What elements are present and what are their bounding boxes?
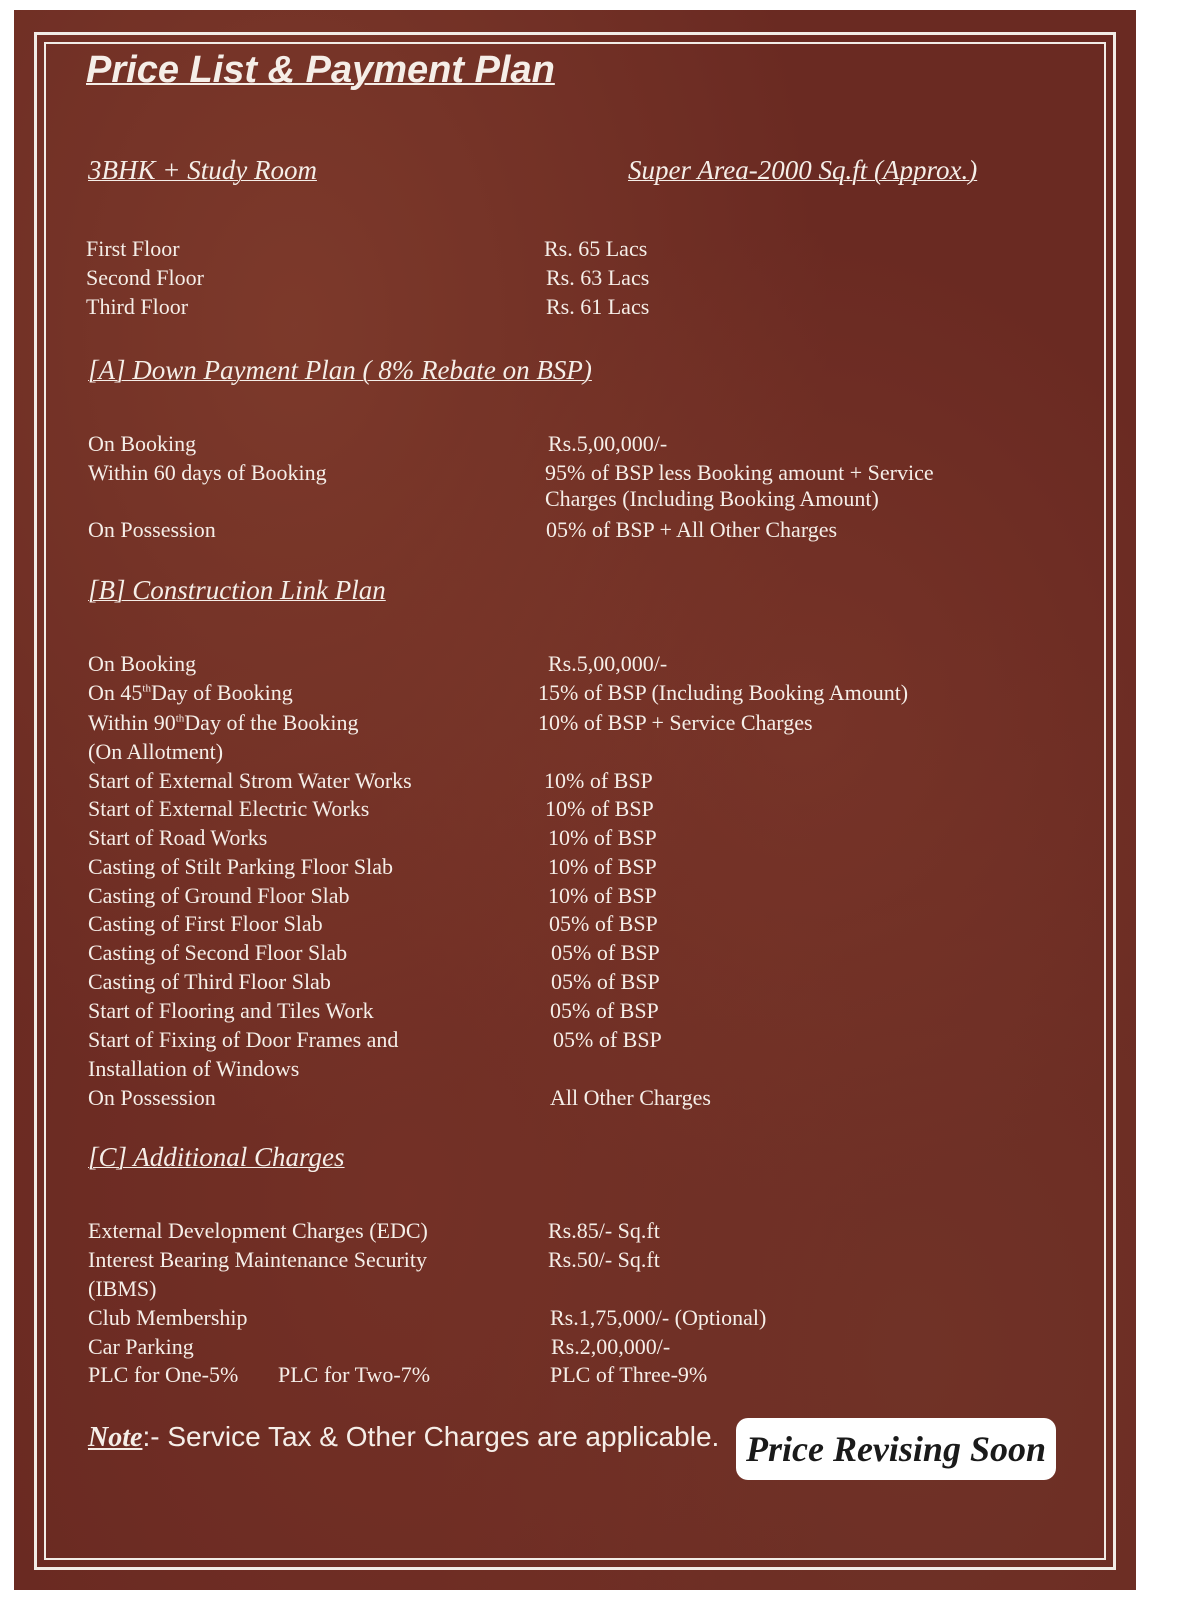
- plan-b-value: 05% of BSP: [553, 1027, 662, 1052]
- price-revising-badge: Price Revising Soon: [736, 1418, 1056, 1480]
- plan-a-value: Rs.5,00,000/-: [548, 431, 668, 456]
- plan-b-label: On 45thDay of Booking: [88, 680, 293, 705]
- plan-b-value: 10% of BSP: [544, 768, 653, 793]
- plan-b-label: Casting of Second Floor Slab: [88, 940, 348, 965]
- plan-b-value: 05% of BSP: [550, 998, 659, 1023]
- plan-b-value: 10% of BSP: [548, 854, 657, 879]
- plan-c-value: Rs.1,75,000/- (Optional): [550, 1305, 767, 1330]
- note: [88, 1420, 719, 1455]
- plc-one: PLC for One-5%: [88, 1362, 239, 1387]
- plan-b-label: Start of External Electric Works: [88, 796, 370, 821]
- floor-label: Third Floor: [86, 294, 189, 319]
- plan-b-value: 10% of BSP: [548, 883, 657, 908]
- floor-price: Rs. 65 Lacs: [544, 236, 648, 261]
- note-label: Note: [88, 1422, 143, 1453]
- floor-price: Rs. 61 Lacs: [546, 294, 650, 319]
- plan-b-value: 05% of BSP: [549, 911, 658, 936]
- plan-a-label: Within 60 days of Booking: [88, 460, 327, 485]
- plan-c-label: Car Parking: [88, 1334, 194, 1359]
- plan-b-value: Rs.5,00,000/-: [548, 651, 668, 676]
- plan-c-label: Interest Bearing Maintenance Security: [88, 1247, 428, 1272]
- plan-b-value: 10% of BSP: [545, 796, 654, 821]
- plan-b-value: 05% of BSP: [551, 969, 660, 994]
- page-title: Price List & Payment Plan: [86, 49, 555, 91]
- plc-three: PLC of Three-9%: [550, 1362, 708, 1387]
- plan-a-value: 05% of BSP + All Other Charges: [546, 517, 838, 542]
- plan-b-label: Casting of First Floor Slab: [88, 911, 323, 936]
- plan-c-label: Club Membership: [88, 1305, 248, 1330]
- plan-b-label: Casting of Stilt Parking Floor Slab: [88, 854, 393, 879]
- plan-b-heading: [B] Construction Link Plan: [88, 575, 386, 605]
- plan-b-label: Start of Flooring and Tiles Work: [88, 998, 374, 1023]
- plan-b-label: Casting of Ground Floor Slab: [88, 883, 350, 908]
- plan-a-value: 95% of BSP less Booking amount + Service Charges (Including Booking Amount): [545, 460, 934, 511]
- plan-b-label: On Booking: [88, 651, 197, 676]
- plan-b-label: Installation of Windows: [88, 1056, 300, 1081]
- plc-two: PLC for Two-7%: [278, 1362, 431, 1387]
- plan-b-label: (On Allotment): [88, 739, 224, 764]
- floor-label: Second Floor: [86, 265, 204, 290]
- floor-label: First Floor: [86, 236, 180, 261]
- plan-b-value: 05% of BSP: [551, 940, 660, 965]
- plan-c-value: Rs.2,00,000/-: [551, 1334, 671, 1359]
- plan-b-label: Casting of Third Floor Slab: [88, 969, 331, 994]
- plan-c-heading: [C] Additional Charges: [88, 1142, 345, 1172]
- unit-type: 3BHK + Study Room: [88, 155, 317, 185]
- plan-b-value: 10% of BSP + Service Charges: [538, 710, 813, 735]
- plan-b-label: On Possession: [88, 1085, 216, 1110]
- floor-price: Rs. 63 Lacs: [546, 265, 650, 290]
- plan-a-heading: [A] Down Payment Plan ( 8% Rebate on BSP): [88, 355, 592, 385]
- plan-b-label: Start of External Strom Water Works: [88, 768, 412, 793]
- plan-b-value: All Other Charges: [550, 1085, 711, 1110]
- plan-c-value: Rs.50/- Sq.ft: [548, 1247, 660, 1272]
- plan-b-value: 10% of BSP: [548, 825, 657, 850]
- plan-a-label: On Possession: [88, 517, 216, 542]
- note-text: :- Service Tax & Other Charges are applicable.: [142, 1421, 720, 1452]
- plan-a-label: On Booking: [88, 431, 197, 456]
- super-area: Super Area-2000 Sq.ft (Approx.): [628, 155, 978, 185]
- plan-c-label: External Development Charges (EDC): [88, 1218, 428, 1243]
- plan-b-label: Within 90thDay of the Booking: [88, 710, 359, 735]
- plan-c-label: (IBMS): [88, 1276, 157, 1301]
- plan-c-value: Rs.85/- Sq.ft: [548, 1218, 660, 1243]
- plan-b-label: Start of Fixing of Door Frames and: [88, 1027, 399, 1052]
- plan-b-label: Start of Road Works: [88, 825, 268, 850]
- plan-b-value: 15% of BSP (Including Booking Amount): [538, 680, 909, 705]
